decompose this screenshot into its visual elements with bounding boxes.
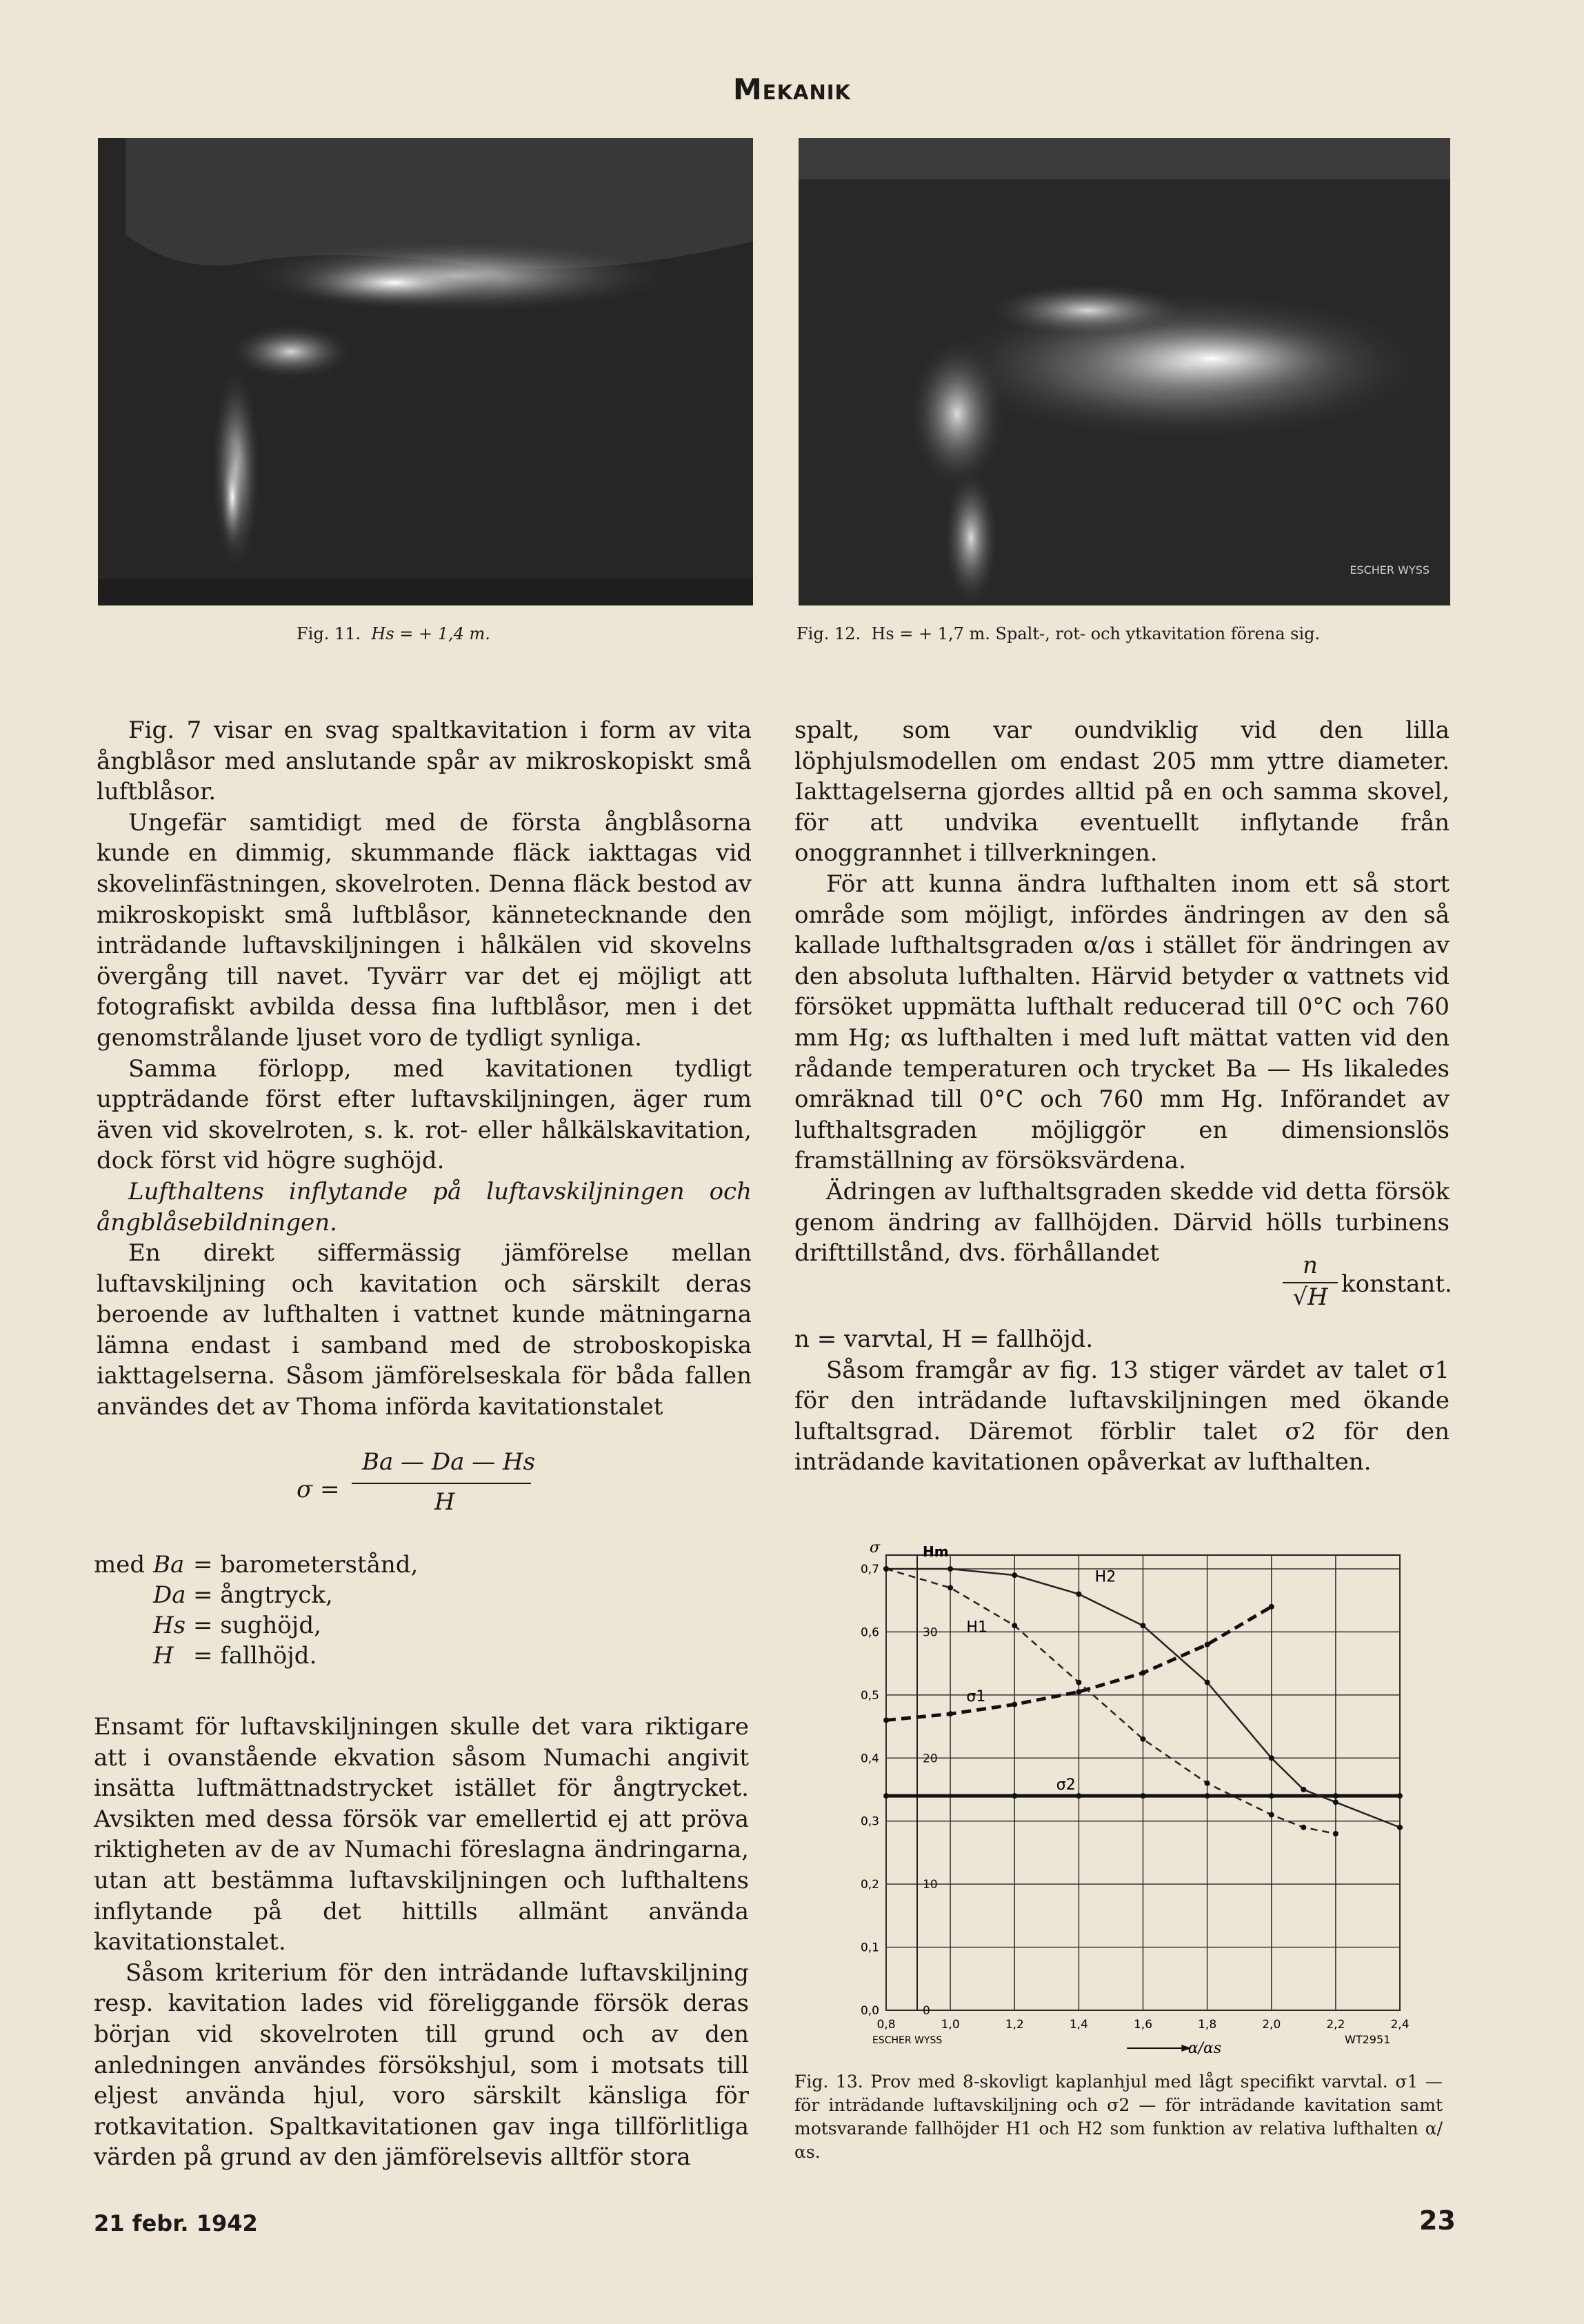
paragraph: spalt, som var oundviklig vid den lilla löphjulsmodellen om endast 205 mm yttre diameter. Iakttagelserna gjordes alltid på en och samma skovel, för att undvika eventuellt inflytande från onoggrannhet i tillverkningen. (794, 717, 1450, 868)
paragraph: För att kunna ändra lufthalten inom ett så stort område som möjligt, infördes ändringen av den så kallade lufthaltsgraden α/αs i stället för ändringen av den absoluta lufthalten. Härvid betyder α vattnets vid försöket uppmätta lufthalt reducerad till 0°C och 760 mm Hg; αs lufthalten i med luft mättat vatten vid den rådande temperaturen och trycket Ba — Hs likaledes omräknad till 0°C och 760 mm Hg. Införandet av lufthaltsgraden möjliggör en dimensionslös framställning av försöksvärdena. (794, 870, 1450, 1175)
x-tick-label: 1,4 (1069, 2018, 1088, 2032)
series-label: H2 (1094, 1568, 1116, 1586)
data-point-H1 (883, 1566, 889, 1572)
x-tick-label: 0,8 (876, 2018, 896, 2032)
x-tick-label: 2,4 (1390, 2018, 1410, 2032)
data-point-H2 (1269, 1755, 1274, 1761)
chart-fig-13 (821, 1527, 1441, 2065)
data-point-σ2 (1205, 1793, 1210, 1799)
data-point-σ1 (883, 1717, 889, 1723)
data-point-H1 (1205, 1781, 1210, 1786)
paragraph: Ungefär samtidigt med de första ångblåsorna kunde en dimmig, skummande fläck iakttagas vid skovelinfästningen, skovelroten. Denna fläck bestod av mikroskopiskt små luftblåsor, kännetecknande den inträdande luftavskiljningen i hålkälen vid skovelns övergång till navet. Tyvärr var det ej möjligt att fotografiskt avbilda dessa fina luftblåsor, men i det genomstrålande ljuset voro de tydligt synliga. (97, 808, 752, 1052)
y-tick-label: 0,5 (860, 1688, 879, 1703)
hm-tick-label: 20 (923, 1752, 938, 1766)
series-label: σ2 (1056, 1776, 1076, 1794)
footer-date: 21 febr. 1942 (94, 2210, 258, 2236)
sigma-axis-label: σ (870, 1539, 881, 1556)
data-point-σ2 (1012, 1793, 1017, 1799)
hm-tick-label: 10 (923, 1878, 938, 1892)
left-column-bottom (94, 1712, 749, 2173)
data-point-σ2 (1141, 1793, 1146, 1799)
x-tick-label: 1,8 (1198, 2018, 1217, 2032)
definition-list: med Ba = barometerstånd, Da = ångtryck, Hs = sughöjd, H = fallhöjd. (94, 1551, 419, 1670)
data-point-H1 (1141, 1736, 1146, 1742)
left-column-top (97, 715, 752, 1423)
paragraph: Såsom kriterium för den inträdande luftavskiljning resp. kavitation lades vid föreliggande försök deras början vid skovelroten till grund och av den anledningen användes försökshjul, som i motsats till eljest använda hjul, voro särskilt känsliga för rotkavitation. Spaltkavitationen gav inga tillförlitliga värden på grund av den jämförelsevis alltför stora (94, 1959, 749, 2172)
x-tick-label: 2,0 (1262, 2018, 1281, 2032)
paragraph: Samma förlopp, med kavitationen tydligt uppträdande först efter luftavskiljningen, äger rum även vid skovelroten, s. k. rot- eller hålkälskavitation, dock först vid högre sughöjd. (97, 1054, 752, 1175)
data-point-σ1 (1141, 1670, 1146, 1676)
y-tick-label: 0,4 (860, 1752, 879, 1766)
data-point-σ2 (1076, 1793, 1081, 1799)
data-point-H1 (1012, 1623, 1017, 1628)
paragraph: En direkt siffermässig jämförelse mellan luftavskiljning och kavitation och särskilt deras beroende av lufthalten i vattnet kunde mätningarna lämna endast i samband med de stroboskopiska iakttagelserna. Såsom jämförelseskala för båda fallen användes det av Thoma införda kavitationstalet (97, 1239, 752, 1421)
caption-fig-12: Fig. 12. Hs = + 1,7 m. Spalt-, rot- och ytkavitation förena sig. (796, 624, 1321, 643)
text-konstant: konstant. (1341, 1270, 1452, 1298)
data-point-σ2 (1269, 1793, 1274, 1799)
hm-axis-label: Hm (923, 1543, 949, 1560)
data-point-H1 (1333, 1831, 1339, 1836)
data-point-H2 (948, 1566, 953, 1572)
equation-sigma: σ = Ba — Da — Hs H (297, 1448, 536, 1516)
data-point-σ2 (1333, 1793, 1339, 1799)
photo-fig-12 (799, 138, 1450, 605)
section-header: Mekanik (732, 72, 852, 106)
section-subheading: Lufthaltens inflytande på luftavskiljningen och ångblåsebildningen. (97, 1177, 752, 1236)
paragraph: Ädringen av lufthaltsgraden skedde vid detta försök genom ändring av fallhöjden. Därvid hölls turbinens drifttillstånd, dvs. förhållandet (794, 1177, 1450, 1268)
photo-watermark: ESCHER WYSS (1350, 563, 1430, 577)
data-point-H2 (1301, 1787, 1306, 1792)
paragraph: n = varvtal, H = fallhöjd. (794, 1325, 1094, 1353)
data-point-σ1 (1076, 1689, 1081, 1694)
photo-fig-11 (98, 138, 753, 605)
x-axis-label: α/αs (1187, 2040, 1222, 2057)
data-point-σ2 (883, 1793, 889, 1799)
right-column-2 (794, 1324, 1450, 1478)
data-point-σ1 (1012, 1702, 1017, 1707)
y-tick-label: 0,6 (860, 1625, 879, 1640)
y-tick-label: 0,1 (860, 1941, 879, 1955)
x-tick-label: 2,2 (1326, 2018, 1345, 2032)
x-tick-label: 1,0 (941, 2018, 960, 2032)
chart-credit-left: ESCHER WYSS (872, 2035, 943, 2046)
paragraph: Fig. 7 visar en svag spaltkavitation i form av vita ångblåsor med anslutande spår av mikroskopiskt små luftblåsor. (97, 717, 752, 806)
data-point-H2 (1076, 1592, 1081, 1597)
right-column (794, 715, 1450, 1269)
data-point-H2 (1205, 1680, 1210, 1685)
paragraph: Såsom framgår av fig. 13 stiger värdet av talet σ1 för den inträdande luftavskiljningen med ökande luftaltsgrad. Däremot förblir talet σ2 för den inträdande kavitationen opåverkat av lufthalten. (794, 1356, 1450, 1476)
y-tick-label: 0,0 (860, 2004, 879, 2018)
data-point-H1 (1076, 1680, 1081, 1685)
data-point-H2 (1397, 1825, 1403, 1830)
data-point-H1 (1269, 1812, 1274, 1818)
data-point-σ1 (1269, 1604, 1274, 1610)
data-point-H1 (1301, 1825, 1306, 1830)
series-label: H1 (966, 1619, 988, 1636)
y-tick-label: 0,2 (860, 1878, 879, 1892)
data-point-σ2 (1397, 1793, 1403, 1799)
data-point-σ1 (1205, 1642, 1210, 1647)
data-point-H2 (1333, 1799, 1339, 1805)
hm-tick-label: 30 (923, 1625, 938, 1640)
fraction-n-sqrt-h: n √H (1283, 1252, 1338, 1311)
y-tick-label: 0,7 (860, 1563, 879, 1576)
data-point-σ1 (948, 1711, 953, 1716)
paragraph: Ensamt för luftavskiljningen skulle det vara riktigare att i ovanstående ekvation såsom Numachi angivit insätta luftmättnadstrycket istället för ångtrycket. Avsikten med dessa försök var emellertid ej att pröva riktigheten av de av Numachi föreslagna ändringarna, utan att bestämma luftavskiljningen och lufthaltens inflytande på det hittills allmänt använda kavitationstalet. (94, 1713, 749, 1956)
series-label: σ1 (966, 1688, 986, 1705)
data-point-H2 (1141, 1623, 1146, 1628)
page-number: 23 (1419, 2205, 1456, 2236)
chart-credit-right: WT2951 (1345, 2033, 1391, 2046)
data-point-H2 (1012, 1572, 1017, 1578)
x-tick-label: 1,2 (1005, 2018, 1024, 2032)
x-tick-label: 1,6 (1133, 2018, 1153, 2032)
data-point-H1 (948, 1585, 953, 1590)
hm-tick-label: 0 (923, 2004, 930, 2018)
caption-fig-11: Fig. 11. Hs = + 1,4 m. (297, 624, 490, 643)
caption-fig-13: Fig. 13. Prov med 8-skovligt kaplanhjul med lågt specifikt varvtal. σ1 — för inträdande luftavskiljning och σ2 — för inträdande kavitation samt motsvarande fallhöjder H1 och H2 som funktion av relativa lufthalten α/αs. (794, 2072, 1443, 2162)
y-tick-label: 0,3 (860, 1814, 879, 1829)
